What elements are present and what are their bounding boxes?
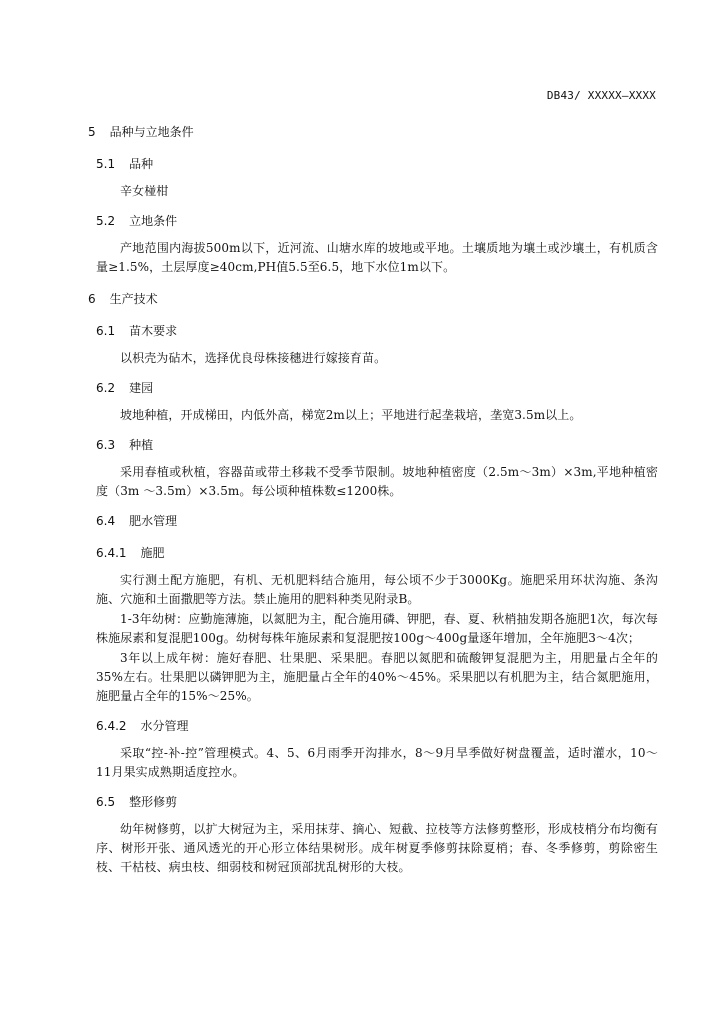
section-number: 6.1 <box>96 324 116 338</box>
paragraph: 3年以上成年树：施好春肥、壮果肥、采果肥。春肥以氮肥和硫酸钾复混肥为主，用肥量占全年的35%左右。壮果肥以磷钾肥为主，施肥量占全年的40%～45%。采果肥以有机肥为主，结合氮肥施用，施肥量占全年的15%～25%。 <box>96 651 658 703</box>
section-heading-6-4-2 <box>96 714 658 738</box>
section-number: 5 <box>88 125 96 139</box>
section-title: 水分管理 <box>140 719 189 733</box>
paragraph: 产地范围内海拔500m以下，近河流、山塘水库的坡地或平地。土壤质地为壤土或沙壤土，有机质含量≥1.5%，土层厚度≥40cm,PH值5.5至6.5，地下水位1m以下。 <box>96 241 658 274</box>
section-heading-6-4-1 <box>96 541 658 565</box>
paragraph: 以枳壳为砧木，选择优良母株接穗进行嫁接育苗。 <box>120 351 387 365</box>
section-title: 建园 <box>129 381 154 395</box>
section-title: 立地条件 <box>129 214 178 228</box>
section-title: 苗木要求 <box>129 324 178 338</box>
section-number: 6 <box>88 292 96 306</box>
section-number: 5.1 <box>96 157 116 171</box>
section-heading-5 <box>88 120 658 144</box>
paragraph: 实行测土配方施肥，有机、无机肥料结合施用，每公顷不少于3000Kg。施肥采用环状沟施、条沟施、穴施和土面撒肥等方法。禁止施用的肥料种类见附录B。 <box>96 573 658 606</box>
section-heading-6-3 <box>96 433 658 457</box>
section-number: 6.2 <box>96 381 116 395</box>
section-heading-5-1 <box>96 152 658 176</box>
document-code: DB43/ XXXXX—XXXX <box>546 89 656 102</box>
section-title: 品种 <box>129 157 154 171</box>
section-title: 施肥 <box>140 546 165 560</box>
paragraph: 辛女椪柑 <box>120 184 169 198</box>
paragraph: 采取“控-补-控”管理模式。4、5、6月雨季开沟排水，8～9月旱季做好树盘覆盖，适时灌水，10～11月果实成熟期适度控水。 <box>96 746 658 779</box>
section-number: 6.4 <box>96 514 116 528</box>
section-heading-6 <box>88 287 658 311</box>
section-heading-5-2 <box>96 209 658 233</box>
paragraph: 坡地种植，开成梯田，内低外高，梯宽2m以上；平地进行起垄栽培，垄宽3.5m以上。 <box>120 408 582 422</box>
section-number: 6.4.2 <box>96 719 127 733</box>
section-title: 整形修剪 <box>129 795 178 809</box>
section-heading-6-4 <box>96 509 658 533</box>
section-number: 6.3 <box>96 438 116 452</box>
paragraph: 采用春植或秋植，容器苗或带土移栽不受季节限制。坡地种植密度（2.5m～3m）×3m,平地种植密度（3m ～3.5m）×3.5m。每公顷种植株数≤1200株。 <box>96 465 658 498</box>
paragraph: 1-3年幼树：应勤施薄施，以氮肥为主，配合施用磷、钾肥，春、夏、秋梢抽发期各施肥1次，每次每株施尿素和复混肥100g。幼树每株年施尿素和复混肥按100g～400g量逐年增加，全年施肥3～4次； <box>96 612 658 645</box>
section-heading-6-2 <box>96 376 658 400</box>
section-number: 5.2 <box>96 214 116 228</box>
document-body <box>88 110 658 877</box>
section-number: 6.5 <box>96 795 116 809</box>
section-title: 种植 <box>129 438 154 452</box>
section-title: 肥水管理 <box>129 514 178 528</box>
section-heading-6-1 <box>96 319 658 343</box>
section-heading-6-5 <box>96 790 658 814</box>
paragraph: 幼年树修剪，以扩大树冠为主，采用抹芽、摘心、短截、拉枝等方法修剪整形，形成枝梢分布均衡有序、树形开张、通风透光的开心形立体结果树形。成年树夏季修剪抹除夏梢；春、冬季修剪，剪除密生枝、干枯枝、病虫枝、细弱枝和树冠顶部扰乱树形的大枝。 <box>96 822 658 874</box>
section-title: 品种与立地条件 <box>109 125 194 139</box>
section-number: 6.4.1 <box>96 546 127 560</box>
section-title: 生产技术 <box>109 292 158 306</box>
